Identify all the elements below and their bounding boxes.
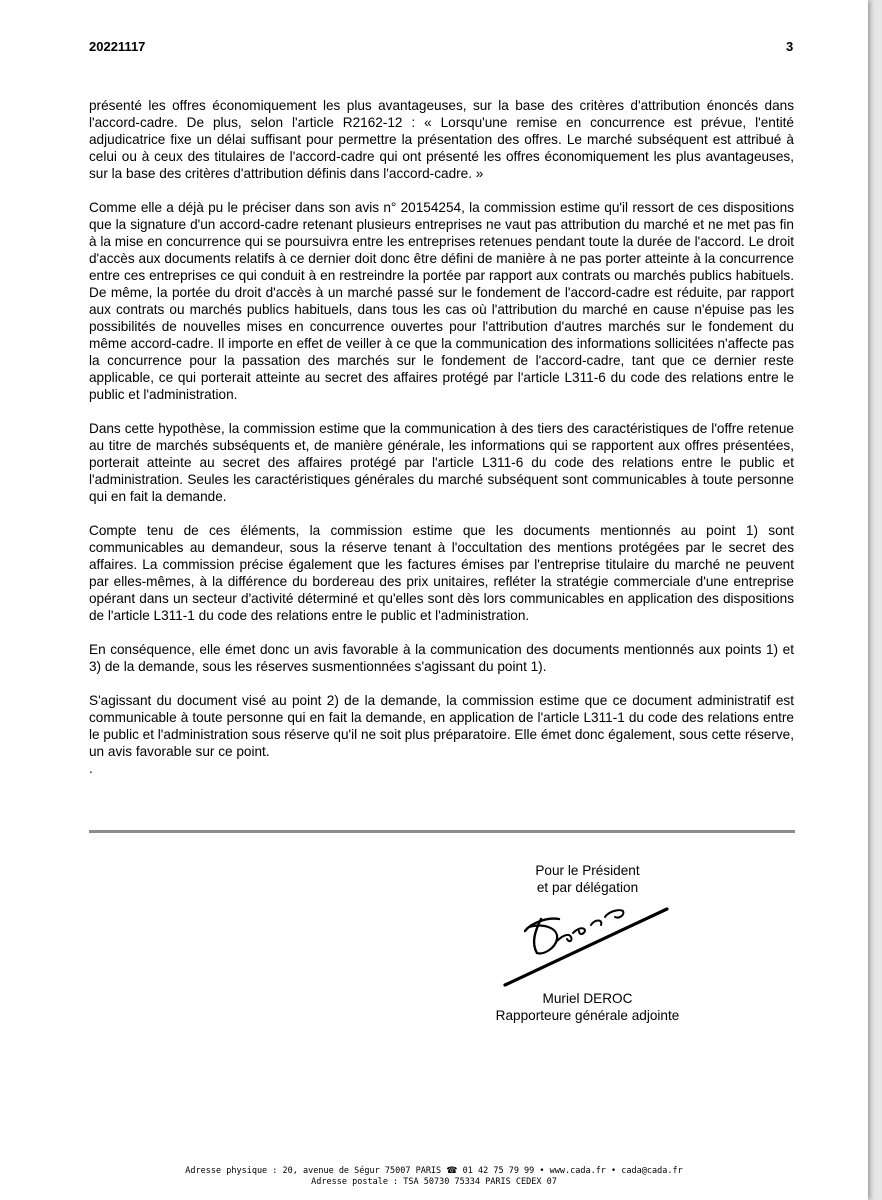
signatory-title: Rapporteure générale adjointe <box>495 1008 680 1023</box>
trailing-mark: . <box>89 761 93 776</box>
signatory-name: Muriel DEROC <box>542 991 633 1006</box>
body-paragraph: S'agissant du document visé au point 2) de la demande, la commission estime que ce document administratif est communicable à toute personne qui en fait la demande, en application de l'article L311-1 du code des relations entre le public et l'administration sous réserve qu'il ne soit plus préparatoire. Elle émet donc également, sous cette réserve, un avis favorable sur ce point. <box>89 693 794 759</box>
signature-delegation-line2: et par délégation <box>536 880 639 895</box>
document-body <box>89 97 794 777</box>
footer-physical-address <box>0 1166 868 1177</box>
page-footer <box>0 1166 868 1188</box>
body-paragraph: présenté les offres économiquement les plus avantageuses, sur la base des critères d'attribution énoncés dans l'accord-cadre. De plus, selon l'article R2162-12 : « Lorsqu'une remise en concurrence est prévue, l'entité adjudicatrice fixe un délai suffisant pour permettre la présentation des offres. Le marché subséquent est attribué à celui ou à ceux des titulaires de l'accord-cadre qui ont présenté les offres économiquement les plus avantageuses, sur la base des critères d'attribution définis dans l'accord-cadre. » <box>89 98 794 181</box>
footer-address-text: Adresse physique : 20, avenue de Ségur 75007 PARIS <box>185 1166 442 1176</box>
page-number: 3 <box>786 39 794 54</box>
body-paragraph: En conséquence, elle émet donc un avis favorable à la communication des documents mentionnés aux points 1) et 3) de la demande, sous les réserves susmentionnées s'agissant du point 1). <box>89 642 794 674</box>
body-paragraph: Dans cette hypothèse, la commission estime que la communication à des tiers des caractéristiques de l'offre retenue au titre de marchés subséquents et, de manière générale, les informations qui se rapportent aux offres présentées, porterait atteinte au secret des affaires protégé par l'article L311-6 du code des relations entre le public et l'administration. Seules les caractéristiques générales du marché subséquent sont communicables à toute personne qui en fait la demande. <box>89 421 794 504</box>
footer-contact-text: 01 42 75 79 99 • www.cada.fr • cada@cada.fr <box>462 1166 683 1176</box>
horizontal-divider <box>89 830 795 833</box>
phone-icon: ☎ <box>446 1166 458 1176</box>
document-reference: 20221117 <box>89 39 146 54</box>
body-paragraph: Comme elle a déjà pu le préciser dans son avis n° 20154254, la commission estime qu'il ressort de ces dispositions que la signature d'un accord-cadre retenant plusieurs entreprises ne vaut pas attribution du marché et ne met pas fin à la mise en concurrence qui se poursuivra entre les entreprises retenues pendant toute la durée de l'accord. Le droit d'accès aux documents relatifs à ce dernier doit donc être défini de manière à ne pas porter atteinte à la concurrence entre ces entreprises ce qui conduit à en restreindre la portée par rapport aux contrats ou marchés publics habituels. De même, la portée du droit d'accès à un marché passé sur le fondement de l'accord-cadre est réduite, par rapport aux contrats ou marchés publics habituels, dans tous les cas où l'attribution du marché en cause n'épuise pas les possibilités de nouvelles mises en concurrence ouvertes pour l'attribution d'autres marchés sur le fondement du même accord-cadre. Il importe en effet de veiller à ce que la communication des informations sollicitées n'affecte pas la concurrence pour la passation des marchés sur le fondement de l'accord-cadre, tant que ce dernier reste applicable, ce qui porterait atteinte au secret des affaires protégé par l'article L311-6 du code des relations entre le public et l'administration. <box>89 200 794 402</box>
signature-delegation-line1: Pour le Président <box>535 863 640 878</box>
body-paragraph: Compte tenu de ces éléments, la commission estime que les documents mentionnés au point 1) sont communicables au demandeur, sous la réserve tenant à l'occultation des mentions protégées par le secret des affaires. La commission précise également que les factures émises par l'entreprise titulaire du marché ne peuvent par elles-mêmes, à la différence du bordereau des prix unitaires, refléter la stratégie commerciale d'une entreprise opérant dans un secteur d'activité déterminé et qu'elles sont dès lors communicables en application des dispositions de l'article L311-1 du code des relations entre le public et l'administration. <box>89 523 794 623</box>
footer-postal-address: Adresse postale : TSA 50730 75334 PARIS CEDEX 07 <box>311 1177 557 1187</box>
handwritten-signature <box>497 897 677 989</box>
